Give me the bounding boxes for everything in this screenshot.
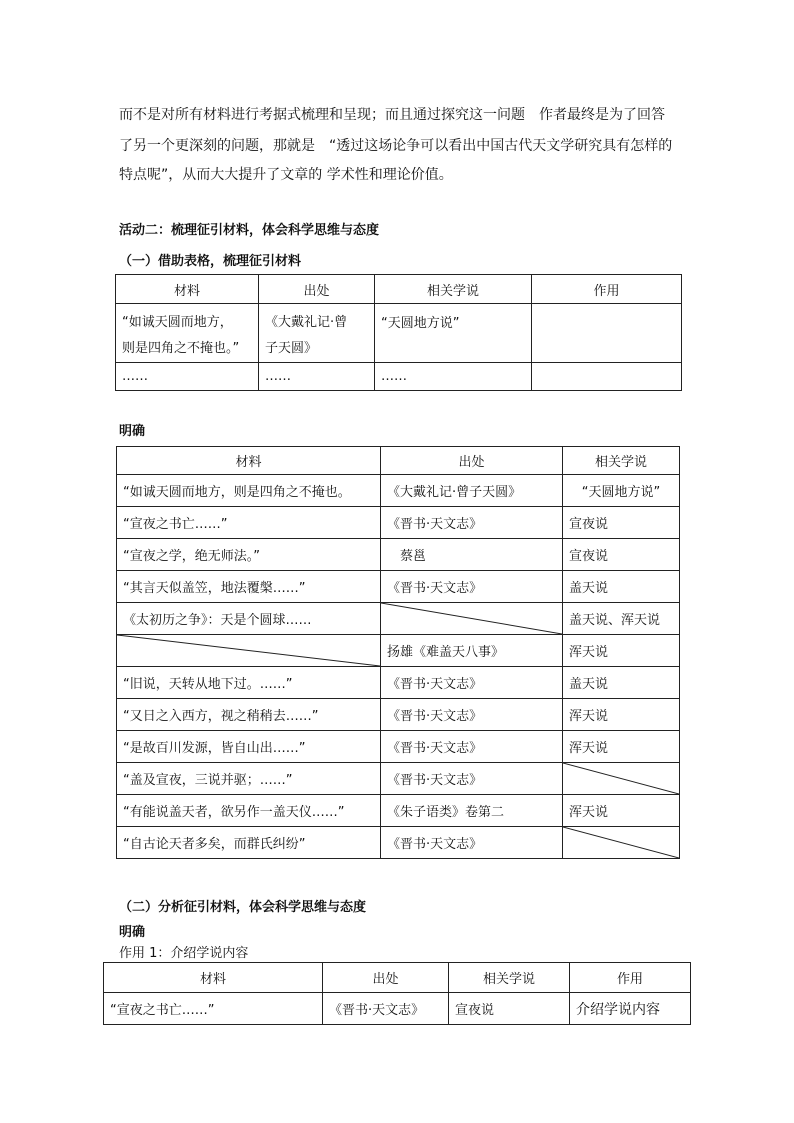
effect1-label: 作用 1：介绍学说内容 [119, 946, 249, 961]
cell-source: 《晋书·天文志》 [381, 699, 563, 731]
cell-source-empty [381, 603, 563, 635]
cell-source: 《大戴礼记·曾子天圆》 [381, 475, 563, 507]
cell-material: “是故百川发源，皆自山出……” [117, 731, 381, 763]
table-row [117, 475, 680, 507]
material-line: 则是四角之不掩也。” [122, 341, 240, 356]
source-line: 子天圆》 [265, 341, 318, 356]
cell-material [116, 304, 259, 363]
header-material: 材料 [117, 447, 381, 475]
table-header-row [116, 275, 682, 304]
cell-source: 《晋书·天文志》 [381, 731, 563, 763]
source-line: 《大戴礼记·曾 [265, 315, 348, 330]
cell-source: 《晋书·天文志》 [381, 827, 563, 859]
table-row [117, 731, 680, 763]
diagonal-line [563, 763, 679, 794]
cell-material: “有能说盖天者，欲另作一盖天仪……” [117, 795, 381, 827]
diagonal-line [117, 635, 380, 666]
cell-material-empty [117, 635, 381, 667]
diagonal-line [563, 827, 679, 858]
table-row [117, 827, 680, 859]
cell-source: 《晋书·天文志》 [381, 763, 563, 795]
cell-ellipsis: …… [116, 363, 259, 391]
cell-theory: 宣夜说 [449, 993, 570, 1025]
cell-theory: 宣夜说 [563, 539, 680, 571]
table-header-row [104, 963, 691, 993]
table-row [117, 795, 680, 827]
cell-empty [532, 363, 682, 391]
cell-theory: “天圆地方说” [375, 304, 532, 363]
table-effect [103, 962, 691, 1025]
cell-theory: 浑天说 [563, 635, 680, 667]
header-material: 材料 [104, 963, 323, 993]
cell-material: “又日之入西方，视之稍稍去……” [117, 699, 381, 731]
table-row [117, 571, 680, 603]
header-theory: 相关学说 [449, 963, 570, 993]
header-theory: 相关学说 [375, 275, 532, 304]
cell-source: 《晋书·天文志》 [381, 667, 563, 699]
cell-material: “宣夜之书亡……” [117, 507, 381, 539]
table-row [117, 539, 680, 571]
cell-theory: 盖天说 [563, 571, 680, 603]
cell-material: 《太初历之争》：天是个圆球…… [117, 603, 381, 635]
cell-material: “如诚天圆而地方，则是四角之不掩也。 [117, 475, 381, 507]
intro-line-1: 而不是对所有材料进行考据式梳理和呈现；而且通过探究这一问题 作者最终是为了回答 [119, 107, 665, 123]
cell-material: “宣夜之学，绝无师法。” [117, 539, 381, 571]
cell-theory: 浑天说 [563, 795, 680, 827]
cell-source: 《朱子语类》卷第二 [381, 795, 563, 827]
cell-effect [532, 304, 682, 363]
cell-source: 《晋书·天文志》 [381, 507, 563, 539]
cell-material: “自古论天者多矣，而群氏纠纷” [117, 827, 381, 859]
header-effect: 作用 [570, 963, 691, 993]
cell-theory: 浑天说 [563, 731, 680, 763]
table-row [117, 507, 680, 539]
material-line: “如诚天圆而地方， [122, 315, 233, 330]
diagonal-line [381, 603, 562, 634]
cell-source [259, 304, 375, 363]
cell-source: 《晋书·天文志》 [381, 571, 563, 603]
cell-theory-empty [563, 827, 680, 859]
activity2-title: 活动二：梳理征引材料，体会科学思维与态度 [119, 223, 380, 238]
header-source: 出处 [323, 963, 449, 993]
table-row [117, 603, 680, 635]
header-source: 出处 [259, 275, 375, 304]
cell-material: “盖及宣夜，三说并驱；……” [117, 763, 381, 795]
cell-theory: 浑天说 [563, 699, 680, 731]
cell-source: 蔡邕 [381, 539, 563, 571]
cell-theory: 盖天说、浑天说 [563, 603, 680, 635]
cell-ellipsis: …… [259, 363, 375, 391]
table-row [104, 993, 691, 1025]
cell-ellipsis: …… [375, 363, 532, 391]
cell-material: “旧说，天转从地下过。……” [117, 667, 381, 699]
cell-source: 《晋书·天文志》 [323, 993, 449, 1025]
table-clarify [116, 446, 680, 859]
header-theory: 相关学说 [563, 447, 680, 475]
cell-theory: “天圆地方说” [563, 475, 680, 507]
intro-line-2: 了另一个更深刻的问题，那就是 “透过这场论争可以看出中国古代天文学研究具有怎样的 [119, 138, 673, 154]
mingque-label-2: 明确 [119, 925, 146, 940]
cell-material: “其言天似盖笠，地法覆槃……” [117, 571, 381, 603]
table-row [117, 763, 680, 795]
mingque-label-1: 明确 [119, 424, 146, 439]
header-source: 出处 [381, 447, 563, 475]
cell-source: 扬雄《难盖天八事》 [381, 635, 563, 667]
intro-line-3: 特点呢”，从而大大提升了文章的 学术性和理论价值。 [119, 167, 453, 183]
cell-material: “宣夜之书亡……” [104, 993, 323, 1025]
table-row [116, 304, 682, 363]
table-row [117, 635, 680, 667]
cell-effect: 介绍学说内容 [570, 993, 691, 1025]
cell-theory-empty [563, 763, 680, 795]
cell-theory: 盖天说 [563, 667, 680, 699]
table-row [117, 667, 680, 699]
section1-title: （一）借助表格，梳理征引材料 [119, 254, 302, 269]
table-row [116, 363, 682, 391]
table-header-row [117, 447, 680, 475]
table-sorting [115, 274, 682, 391]
header-effect: 作用 [532, 275, 682, 304]
header-material: 材料 [116, 275, 259, 304]
table-row [117, 699, 680, 731]
section2-title: （二）分析征引材料，体会科学思维与态度 [119, 900, 367, 915]
cell-theory: 宣夜说 [563, 507, 680, 539]
